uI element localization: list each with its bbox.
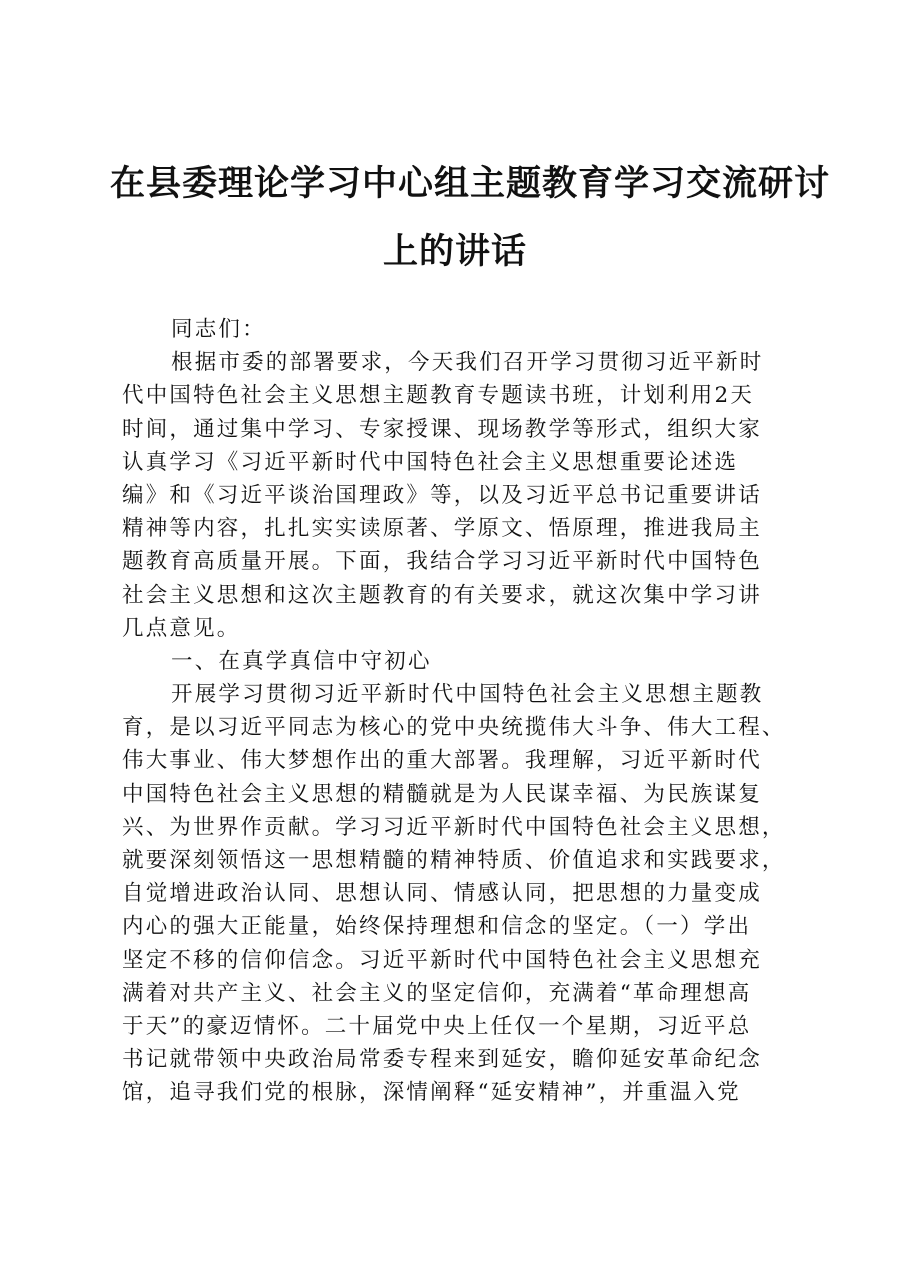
paragraph-line: 就要深刻领悟这一思想精髓的精神特质、价值追求和实践要求， <box>122 848 786 873</box>
paragraph-line: 根据市委的部署要求，今天我们召开学习贯彻习近平新时 <box>171 350 764 376</box>
paragraph-line: 育，是以习近平同志为核心的党中央统揽伟大斗争、伟大工程、 <box>122 715 786 741</box>
paragraph-line: 中国特色社会主义思想的精髓就是为人民谋幸福、为民族谋复 <box>122 781 762 807</box>
paragraph-line: 几点意见。 <box>122 615 241 641</box>
paragraph-line: 坚定不移的信仰信念。习近平新时代中国特色社会主义思想充 <box>122 947 762 973</box>
paragraph-line: 于天”的豪迈情怀。二十届党中央上任仅一个星期，习近平总 <box>122 1013 752 1039</box>
paragraph-line: 内心的强大正能量，始终保持理想和信念的坚定。（一）学出 <box>122 914 752 940</box>
paragraph-line: 题教育高质量开展。下面，我结合学习习近平新时代中国特色 <box>122 549 762 575</box>
paragraph-line: 代中国特色社会主义思想主题教育专题读书班，计划利用2天 <box>122 383 755 409</box>
paragraph-line: 兴、为世界作贡献。学习习近平新时代中国特色社会主义思想， <box>122 814 786 840</box>
paragraph-line: 满着对共产主义、社会主义的坚定信仰，充满着“革命理想高 <box>122 980 752 1006</box>
paragraph-line: 书记就带领中央政治局常委专程来到延安，瞻仰延安革命纪念 <box>122 1047 762 1073</box>
paragraph-line: 馆，追寻我们党的根脉，深情阐释“延安精神”，并重温入党 <box>122 1080 741 1106</box>
paragraph-line: 自觉增进政治认同、思想认同、情感认同，把思想的力量变成 <box>122 881 762 907</box>
paragraph-line: 社会主义思想和这次主题教育的有关要求，就这次集中学习讲 <box>122 582 762 608</box>
document-title <box>110 150 831 286</box>
salutation: 同志们： <box>171 317 266 342</box>
paragraph-line: 编》和《习近平谈治国理政》等，以及习近平总书记重要讲话 <box>122 482 762 508</box>
paragraph-line: 开展学习贯彻习近平新时代中国特色社会主义思想主题教 <box>171 682 764 708</box>
paragraph-line: 精神等内容，扎扎实实读原著、学原文、悟原理，推进我局主 <box>122 516 762 542</box>
paragraph-line: 时间，通过集中学习、专家授课、现场教学等形式，组织大家 <box>122 416 762 442</box>
section-heading: 一、在真学真信中守初心 <box>171 648 432 674</box>
paragraph-line: 伟大事业、伟大梦想作出的重大部署。我理解，习近平新时代 <box>122 748 762 774</box>
document-body <box>122 313 802 1110</box>
title-line-1: 在县委理论学习中心组主题教育学习交流研讨 <box>110 163 831 204</box>
paragraph-line: 认真学习《习近平新时代中国特色社会主义思想重要论述选 <box>122 449 739 475</box>
title-line-2: 上的讲话 <box>382 231 527 272</box>
